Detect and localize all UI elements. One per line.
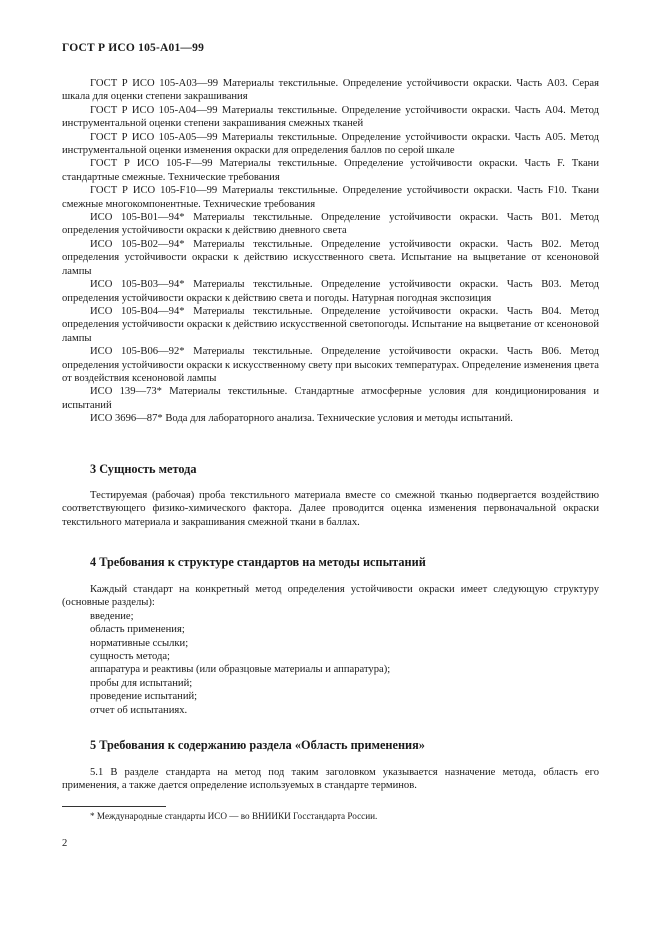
list-item: пробы для испытаний; bbox=[90, 677, 193, 689]
section-3-paragraph: Тестируемая (рабочая) проба текстильного материала вместе со смежной тканью подвергается воздействию соответствующего физико-химического фактора. Далее проводится оценка изменения первоначальной окраски текстильного материала и закрашивания смежной ткани в баллах. bbox=[62, 490, 599, 528]
reference-item: ГОСТ Р ИСО 105-А05—99 Материалы текстильные. Определение устойчивости окраски. Часть А05. Метод инструментальной оценки изменения окраски для определения баллов по серой шкале bbox=[62, 131, 599, 157]
list-item: область применения; bbox=[90, 624, 185, 636]
section-5-heading: 5 Требования к содержанию раздела «Область применения» bbox=[90, 738, 425, 752]
list-item: сущность метода; bbox=[90, 651, 170, 663]
section-3-body bbox=[62, 489, 599, 529]
section-4-body bbox=[62, 583, 599, 717]
section-4-intro: Каждый стандарт на конкретный метод определения устойчивости окраски имеет следующую структуру (основные разделы): bbox=[62, 584, 599, 609]
reference-item: ИСО 105-В03—94* Материалы текстильные. Определение устойчивости окраски. Часть В03. Метод определения устойчивости окраски к действию света и погоды. Натурная погодная экспозиция bbox=[62, 279, 599, 304]
reference-item: ИСО 105-В01—94* Материалы текстильные. Определение устойчивости окраски. Часть В01. Метод определения устойчивости окраски к действию дневного света bbox=[62, 212, 599, 237]
reference-item: ИСО 105-В06—92* Материалы текстильные. Определение устойчивости окраски. Часть В06. Метод определения устойчивости окраски к искусственному свету при высоких температурах. Определение изменения цвета от воздействия ксеноновой лампы bbox=[62, 346, 599, 384]
list-item: нормативные ссылки; bbox=[90, 637, 189, 649]
reference-item: ГОСТ Р ИСО 105-А03—99 Материалы текстильные. Определение устойчивости окраски. Часть А03. Серая шкала для оценки степени закрашивания bbox=[62, 78, 599, 103]
section-5-paragraph: 5.1 В разделе стандарта на метод под таким заголовком указывается назначение метода, область его применения, а также дается определение используемых в стандарте терминов. bbox=[62, 767, 599, 792]
list-item: проведение испытаний; bbox=[90, 691, 198, 703]
reference-item: ИСО 105-В04—94* Материалы текстильные. Определение устойчивости окраски. Часть В04. Метод определения устойчивости окраски к действию искусственной светопогоды. Испытание на выцветание от ксеноновой лампы bbox=[62, 305, 599, 344]
document-header: ГОСТ Р ИСО 105-А01—99 bbox=[62, 42, 205, 54]
reference-item: ИСО 139—73* Материалы текстильные. Стандартные атмосферные условия для кондиционирования и испытаний bbox=[62, 386, 599, 411]
reference-item: ИСО 3696—87* Вода для лабораторного анализа. Технические условия и методы испытаний. bbox=[90, 413, 513, 425]
footnote-divider bbox=[62, 806, 166, 807]
section-4-heading: 4 Требования к структуре стандартов на методы испытаний bbox=[90, 555, 426, 569]
reference-list bbox=[62, 77, 599, 426]
section-5-body bbox=[62, 766, 599, 793]
reference-item: ГОСТ Р ИСО 105-F10—99 Материалы текстильные. Определение устойчивости окраски. Часть F10. Ткани смежные многокомпонентные. Технические требования bbox=[62, 185, 599, 210]
reference-item: ГОСТ Р ИСО 105-F—99 Материалы текстильные. Определение устойчивости окраски. Часть F. Ткани стандартные смежные. Технические требования bbox=[62, 158, 599, 183]
list-item: аппаратура и реактивы (или образцовые материалы и аппаратура); bbox=[90, 664, 391, 676]
footnote: * Международные стандарты ИСО — во ВНИИКИ Госстандарта России. bbox=[90, 811, 378, 821]
section-3-heading: 3 Сущность метода bbox=[90, 462, 197, 476]
list-item: введение; bbox=[90, 610, 134, 622]
list-item: отчет об испытаниях. bbox=[90, 704, 188, 716]
reference-item: ГОСТ Р ИСО 105-А04—99 Материалы текстильные. Определение устойчивости окраски. Часть А04. Метод инструментальной оценки степени закрашивания смежных тканей bbox=[62, 104, 599, 130]
page-number: 2 bbox=[62, 838, 68, 849]
reference-item: ИСО 105-В02—94* Материалы текстильные. Определение устойчивости окраски. Часть В02. Метод определения устойчивости окраски к действию искусственного света. Испытание на выцветание от ксеноновой лампы bbox=[62, 238, 599, 277]
